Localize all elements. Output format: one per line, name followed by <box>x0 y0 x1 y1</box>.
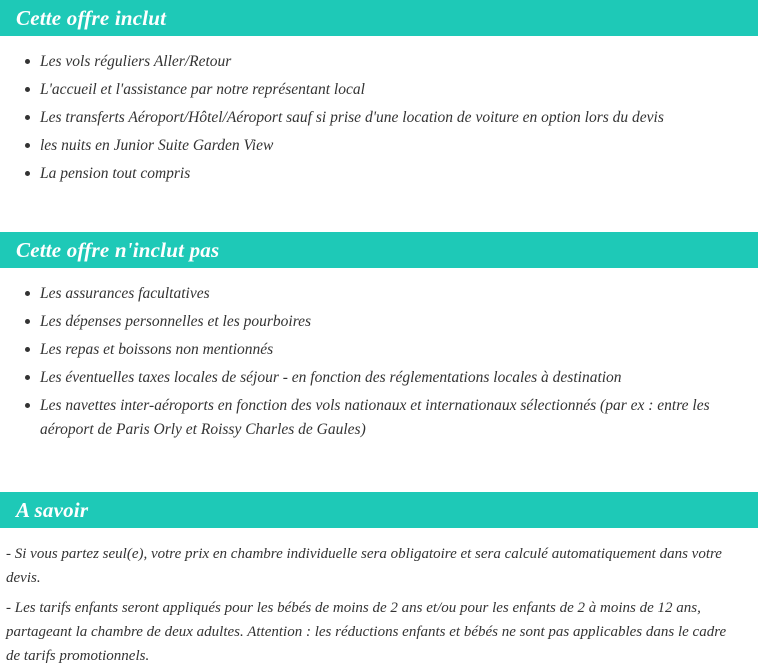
note-paragraph: - Les tarifs enfants seront appliqués pour les bébés de moins de 2 ans et/ou pour les enfants de 2 à moins de 12 ans, partageant la chambre de deux adultes. Attention : les réductions enfants et bébés ne sont pas applicables dans le cadre de tarifs promotionnels. <box>6 600 727 664</box>
list-item: Les dépenses personnelles et les pourboires <box>0 310 758 334</box>
section-notes-body <box>0 528 758 668</box>
spacer-2 <box>0 446 758 492</box>
section-included <box>0 0 758 186</box>
list-item: Les vols réguliers Aller/Retour <box>0 50 758 74</box>
excluded-list <box>0 268 758 442</box>
included-list <box>0 36 758 186</box>
section-included-body <box>0 36 758 186</box>
section-included-title: Cette offre inclut <box>0 0 758 36</box>
section-excluded <box>0 232 758 442</box>
section-excluded-body <box>0 268 758 442</box>
section-notes <box>0 492 758 668</box>
list-item: Les repas et boissons non mentionnés <box>0 338 758 362</box>
list-item: les nuits en Junior Suite Garden View <box>0 134 758 158</box>
list-item: Les éventuelles taxes locales de séjour - en fonction des réglementations locales à destination <box>0 366 758 390</box>
list-item: Les navettes inter-aéroports en fonction des vols nationaux et internationaux sélectionnés (par ex : entre les aéroport de Paris Orly et Roissy Charles de Gaules) <box>0 394 758 442</box>
spacer-1 <box>0 190 758 232</box>
list-item: Les transferts Aéroport/Hôtel/Aéroport sauf si prise d'une location de voiture en option lors du devis <box>0 106 758 130</box>
section-excluded-title: Cette offre n'inclut pas <box>0 232 758 268</box>
list-item: L'accueil et l'assistance par notre représentant local <box>0 78 758 102</box>
note-paragraph: - Si vous partez seul(e), votre prix en chambre individuelle sera obligatoire et sera calculé automatiquement dans votre devis. <box>6 546 722 586</box>
list-item: La pension tout compris <box>0 162 758 186</box>
list-item: Les assurances facultatives <box>0 282 758 306</box>
section-notes-title: A savoir <box>0 492 758 528</box>
